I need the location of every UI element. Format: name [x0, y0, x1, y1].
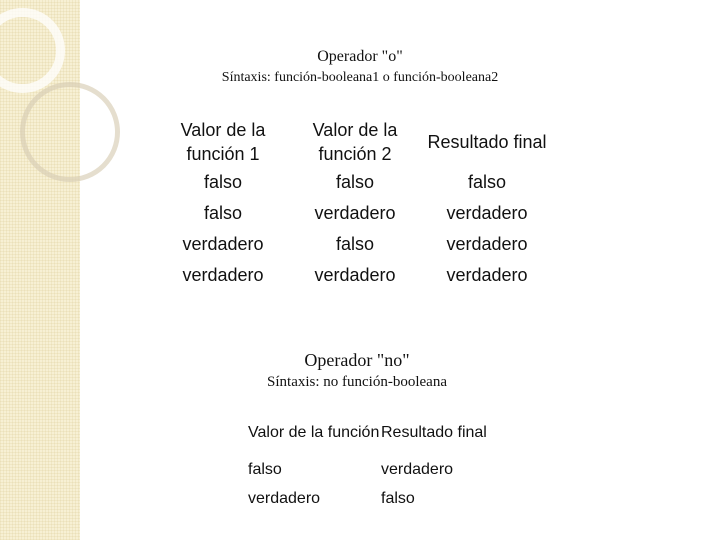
table-header-row [248, 409, 501, 455]
table-row [157, 167, 553, 198]
table-row [157, 229, 553, 260]
table-cell: verdadero [314, 265, 396, 285]
column-header: Valor de la función 1 [180, 120, 266, 164]
table-cell: falso [248, 461, 282, 478]
table-cell: falso [335, 234, 375, 254]
column-header: Resultado final [381, 423, 487, 441]
table-cell: verdadero [381, 461, 454, 478]
table-cell: verdadero [248, 490, 321, 507]
column-header: Valor de la función 2 [312, 120, 398, 164]
or-truth-table [157, 117, 553, 291]
table-cell: verdadero [182, 265, 264, 285]
table-row [157, 198, 553, 229]
table-row [248, 455, 501, 484]
column-header: Valor de la función [248, 423, 380, 441]
table-cell: falso [335, 172, 375, 192]
table-cell: falso [467, 172, 507, 192]
not-operator-title: Operador "no" [304, 350, 410, 370]
table-cell: verdadero [446, 203, 528, 223]
table-row [157, 260, 553, 291]
table-cell: verdadero [314, 203, 396, 223]
table-cell: verdadero [182, 234, 264, 254]
table-cell: falso [381, 490, 415, 507]
table-cell: verdadero [446, 265, 528, 285]
decorative-ring [20, 82, 120, 182]
or-operator-syntax: Síntaxis: función-booleana1 o función-booleana2 [221, 70, 499, 85]
table-row [248, 484, 501, 513]
column-header: Resultado final [427, 132, 547, 152]
table-cell: verdadero [446, 234, 528, 254]
not-operator-syntax: Síntaxis: no función-booleana [267, 374, 447, 390]
table-header-row [157, 117, 553, 167]
table-cell: falso [203, 203, 243, 223]
table-cell: falso [203, 172, 243, 192]
not-truth-table [248, 409, 501, 513]
or-operator-title: Operador "o" [317, 48, 403, 65]
